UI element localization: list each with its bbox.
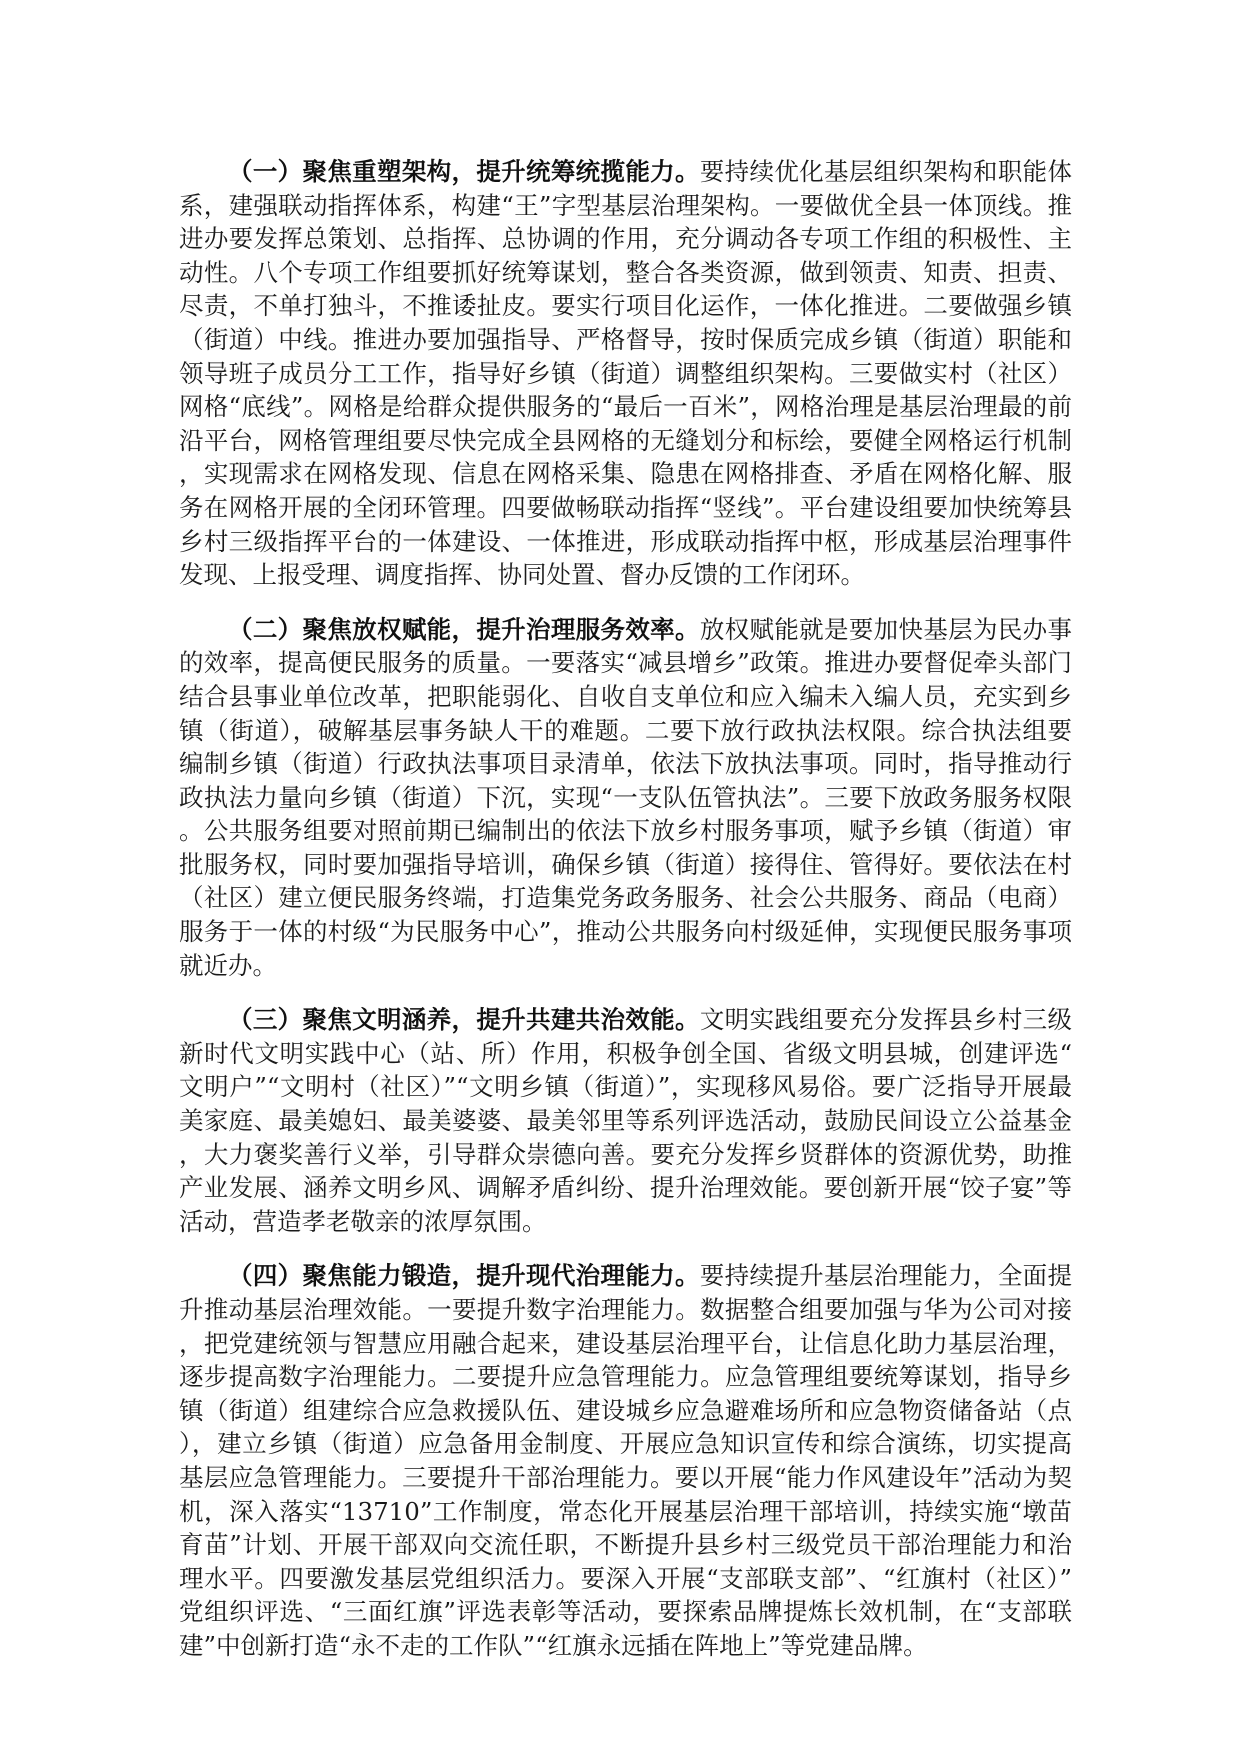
section-heading-4: （四）聚焦能力锻造，提升现代治理能力。 [228,1261,700,1291]
section-heading-2: （二）聚焦放权赋能，提升治理服务效率。 [228,614,700,644]
section-heading-1: （一）聚焦重塑架构，提升统筹统揽能力。 [228,157,700,186]
section-body-1: 要持续优化基层组织架构和职能体系，建强联动指挥体系，构建“王”字型基层治理架构。一要做优全县一体顶线。推进办要发挥总策划、总指挥、总协调的作用，充分调动各专项工作组的积极性、主动性。八个专项工作组要抓好统筹谋划，整合各类资源，做到领责、知责、担责、尽责，不单打独斗，不推诿扯皮。要实行项目化运作，一体化推进。二要做强乡镇（街道）中线。推进办要加强指导、严格督导，按时保质完成乡镇（街道）职能和领导班子成员分工工作，指导好乡镇（街道）调整组织架构。三要做实村（社区）网格“底线”。网格是给群众提供服务的“最后一百米”，网格治理是基层治理最的前沿平台，网格管理组要尽快完成全县网格的无缝划分和标绘，要健全网格运行机制，实现需求在网格发现、信息在网格采集、隐患在网格排查、矛盾在网格化解、服务在网格开展的全闭环管理。四要做畅联动指挥“竖线”。平台建设组要加快统筹县乡村三级指挥平台的一体建设、一体推进，形成联动指挥中枢，形成基层治理事件发现、上报受理、调度指挥、协同处置、督办反馈的工作闭环。 [179,157,1073,590]
section-paragraph-4 [179,1259,1072,1662]
section-body-3: 文明实践组要充分发挥县乡村三级新时代文明实践中心（站、所）作用，积极争创全国、省级文明县城，创建评选“文明户”“文明村（社区）”“文明乡镇（街道）”，实现移风易俗。要广泛指导开展最美家庭、最美媳妇、最美婆婆、最美邻里等系列评选活动，鼓励民间设立公益基金，大力褒奖善行义举，引导群众崇德向善。要充分发挥乡贤群体的资源优势，助推产业发展、涵养文明乡风、调解矛盾纠纷、提升治理效能。要创新开展“饺子宴”等活动，营造孝老敬亲的浓厚氛围。 [179,1005,1073,1236]
section-body-2: 放权赋能就是要加快基层为民办事的效率，提高便民服务的质量。一要落实“减县增乡”政策。推进办要督促牵头部门结合县事业单位改革，把职能弱化、自收自支单位和应入编未入编人员，充实到乡镇（街道），破解基层事务缺人干的难题。二要下放行政执法权限。综合执法组要编制乡镇（街道）行政执法事项目录清单，依法下放执法事项。同时，指导推动行政执法力量向乡镇（街道）下沉，实现“一支队伍管执法”。三要下放政务服务权限。公共服务组要对照前期已编制出的依法下放乡村服务事项，赋予乡镇（街道）审批服务权，同时要加强指导培训，确保乡镇（街道）接得住、管得好。要依法在村（社区）建立便民服务终端，打造集党务政务服务、社会公共服务、商品（电商）服务于一体的村级“为民服务中心”，推动公共服务向村级延伸，实现便民服务事项就近办。 [179,614,1073,980]
section-paragraph-3 [179,1003,1072,1238]
section-body-4: 要持续提升基层治理能力，全面提升推动基层治理效能。一要提升数字治理能力。数据整合组要加强与华为公司对接，把党建统领与智慧应用融合起来，建设基层治理平台，让信息化助力基层治理，逐步提高数字治理能力。二要提升应急管理能力。应急管理组要统筹谋划，指导乡镇（街道）组建综合应急救援队伍、建设城乡应急避难场所和应急物资储备站（点），建立乡镇（街道）应急备用金制度、开展应急知识宣传和综合演练，切实提高基层应急管理能力。三要提升干部治理能力。要以开展“能力作风建设年”活动为契机，深入落实“13710”工作制度，常态化开展基层治理干部培训，持续实施“墩苗育苗”计划、开展干部双向交流任职，不断提升县乡村三级党员干部治理能力和治理水平。四要激发基层党组织活力。要深入开展“支部联支部”、“红旗村（社区）”党组织评选、“三面红旗”评选表彰等活动，要探索品牌提炼长效机制，在“支部联建”中创新打造“永不走的工作队”“红旗永远插在阵地上”等党建品牌。 [179,1261,1073,1660]
document-body [179,155,1072,1684]
section-paragraph-2 [179,613,1072,983]
section-heading-3: （三）聚焦文明涵养，提升共建共治效能。 [228,1005,700,1035]
section-paragraph-1 [179,155,1072,592]
